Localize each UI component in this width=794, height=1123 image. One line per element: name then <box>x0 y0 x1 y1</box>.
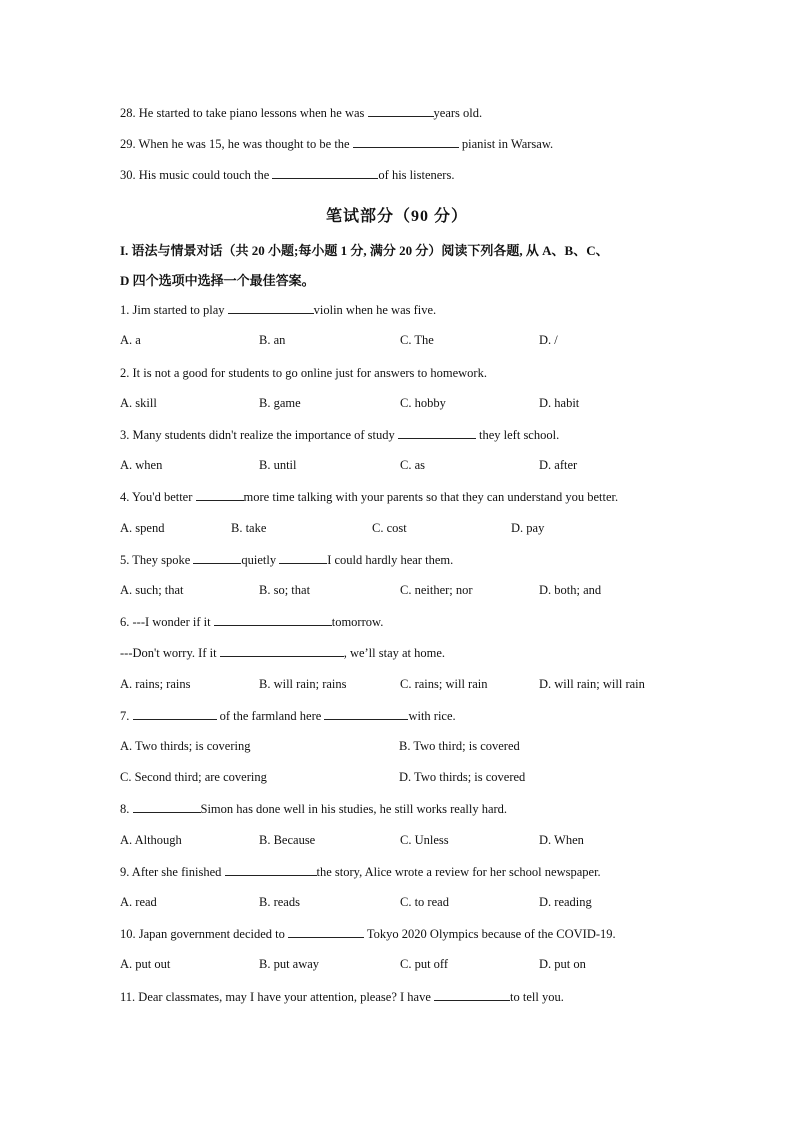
stem-text: 11. Dear classmates, may I have your attention, please? I have <box>120 990 434 1004</box>
question-29 <box>120 136 553 152</box>
stem-text: 1. Jim started to play <box>120 303 228 317</box>
question-11-stem <box>120 989 564 1005</box>
option-b[interactable]: B. Two third; is covered <box>399 739 520 753</box>
answer-blank[interactable] <box>353 136 459 148</box>
question-3-stem <box>120 427 559 443</box>
option-d[interactable]: D. will rain; will rain <box>539 677 645 691</box>
stem-text: 4. You'd better <box>120 490 196 504</box>
option-b[interactable]: B. take <box>231 521 267 535</box>
option-b[interactable]: B. reads <box>259 895 300 909</box>
answer-blank[interactable] <box>288 926 364 938</box>
option-d[interactable]: D. / <box>539 333 558 347</box>
option-d[interactable]: D. after <box>539 458 578 472</box>
question-6-stem <box>120 614 383 630</box>
answer-blank[interactable] <box>133 708 217 720</box>
question-29-text-end: pianist in Warsaw. <box>458 137 554 151</box>
question-28-text-end: years old. <box>433 106 483 120</box>
option-d[interactable]: D. When <box>539 833 584 847</box>
stem-text: to tell you. <box>510 990 564 1004</box>
answer-blank[interactable] <box>193 552 241 564</box>
option-c[interactable]: C. hobby <box>400 396 446 410</box>
answer-blank[interactable] <box>220 645 344 657</box>
option-d[interactable]: D. pay <box>511 521 545 535</box>
question-10-stem <box>120 926 616 942</box>
option-c[interactable]: C. neither; nor <box>400 583 473 597</box>
question-28 <box>120 105 482 121</box>
answer-blank[interactable] <box>133 801 201 813</box>
stem-text: tomorrow. <box>331 615 384 629</box>
option-d[interactable]: D. habit <box>539 396 580 410</box>
question-28-text: 28. He started to take piano lessons when he was <box>120 106 368 120</box>
option-c[interactable]: C. put off <box>400 957 449 971</box>
question-9-stem <box>120 864 601 880</box>
stem-text: ---Don't worry. If it <box>120 646 220 660</box>
question-30-text-end: of his listeners. <box>378 168 455 182</box>
written-part-title: 笔试部分（90 分） <box>325 208 468 225</box>
stem-text: 10. Japan government decided to <box>120 927 289 941</box>
option-d[interactable]: D. Two thirds; is covered <box>399 770 526 784</box>
question-1-stem <box>120 302 436 318</box>
option-c[interactable]: C. rains; will rain <box>400 677 488 691</box>
option-a[interactable]: A. spend <box>120 521 165 535</box>
stem-text: with rice. <box>408 709 456 723</box>
stem-text: Tokyo 2020 Olympics because of the COVID-19. <box>364 927 616 941</box>
stem-text: Simon has done well in his studies, he still works really hard. <box>200 802 508 816</box>
option-a[interactable]: A. rains; rains <box>120 677 191 691</box>
option-d[interactable]: D. both; and <box>539 583 602 597</box>
question-6-stem-reply <box>120 645 445 661</box>
answer-blank[interactable] <box>434 989 510 1001</box>
stem-text: quietly <box>241 553 280 567</box>
question-5-stem <box>120 552 453 568</box>
option-b[interactable]: B. so; that <box>259 583 311 597</box>
option-a[interactable]: A. skill <box>120 396 157 410</box>
stem-text: 9. After she finished <box>120 865 225 879</box>
stem-text: 3. Many students didn't realize the importance of study <box>120 428 398 442</box>
stem-text: 5. They spoke <box>120 553 194 567</box>
stem-text: the story, Alice wrote a review for her school newspaper. <box>316 865 601 879</box>
stem-text: more time talking with your parents so that they can understand you better. <box>243 490 619 504</box>
stem-text: 6. ---I wonder if it <box>120 615 214 629</box>
answer-blank[interactable] <box>228 302 314 314</box>
stem-text: they left school. <box>475 428 560 442</box>
option-a[interactable]: A. a <box>120 333 141 347</box>
question-4-stem <box>120 489 618 505</box>
option-c[interactable]: C. The <box>400 333 434 347</box>
option-c[interactable]: C. Unless <box>400 833 449 847</box>
option-d[interactable]: D. reading <box>539 895 592 909</box>
answer-blank[interactable] <box>225 864 317 876</box>
option-a[interactable]: A. put out <box>120 957 171 971</box>
answer-blank[interactable] <box>279 552 327 564</box>
option-a[interactable]: A. Two thirds; is covering <box>120 739 251 753</box>
option-b[interactable]: B. an <box>259 333 286 347</box>
option-a[interactable]: A. when <box>120 458 163 472</box>
option-a[interactable]: A. such; that <box>120 583 184 597</box>
option-b[interactable]: B. until <box>259 458 297 472</box>
option-b[interactable]: B. game <box>259 396 301 410</box>
option-d[interactable]: D. put on <box>539 957 586 971</box>
stem-text: 2. It is not a good for students to go online just for answers to homework. <box>120 366 487 380</box>
section-instructions-line1: I. 语法与情景对话（共 20 小题;每小题 1 分, 满分 20 分）阅读下列各题, 从 A、B、C、 <box>120 243 609 258</box>
stem-text: 8. <box>120 802 133 816</box>
option-a[interactable]: A. Although <box>120 833 182 847</box>
option-b[interactable]: B. Because <box>259 833 316 847</box>
question-30 <box>120 167 454 183</box>
answer-blank[interactable] <box>214 614 332 626</box>
answer-blank[interactable] <box>398 427 476 439</box>
answer-blank[interactable] <box>368 105 434 117</box>
section-instructions-line2: D 四个选项中选择一个最佳答案。 <box>120 273 315 288</box>
option-c[interactable]: C. to read <box>400 895 449 909</box>
stem-text: 7. <box>120 709 133 723</box>
stem-text: violin when he was five. <box>313 303 437 317</box>
answer-blank[interactable] <box>196 489 244 501</box>
option-c[interactable]: C. cost <box>372 521 407 535</box>
option-c[interactable]: C. Second third; are covering <box>120 770 267 784</box>
question-2-stem <box>120 365 487 381</box>
stem-text: I could hardly hear them. <box>327 553 454 567</box>
question-29-text: 29. When he was 15, he was thought to be the <box>120 137 353 151</box>
question-8-stem <box>120 801 507 817</box>
stem-text: , we’ll stay at home. <box>343 646 446 660</box>
question-30-text: 30. His music could touch the <box>120 168 273 182</box>
option-b[interactable]: B. put away <box>259 957 320 971</box>
question-7-stem <box>120 708 456 724</box>
answer-blank[interactable] <box>272 167 378 179</box>
option-a[interactable]: A. read <box>120 895 157 909</box>
answer-blank[interactable] <box>324 708 408 720</box>
option-c[interactable]: C. as <box>400 458 425 472</box>
option-b[interactable]: B. will rain; rains <box>259 677 347 691</box>
stem-text: of the farmland here <box>216 709 325 723</box>
